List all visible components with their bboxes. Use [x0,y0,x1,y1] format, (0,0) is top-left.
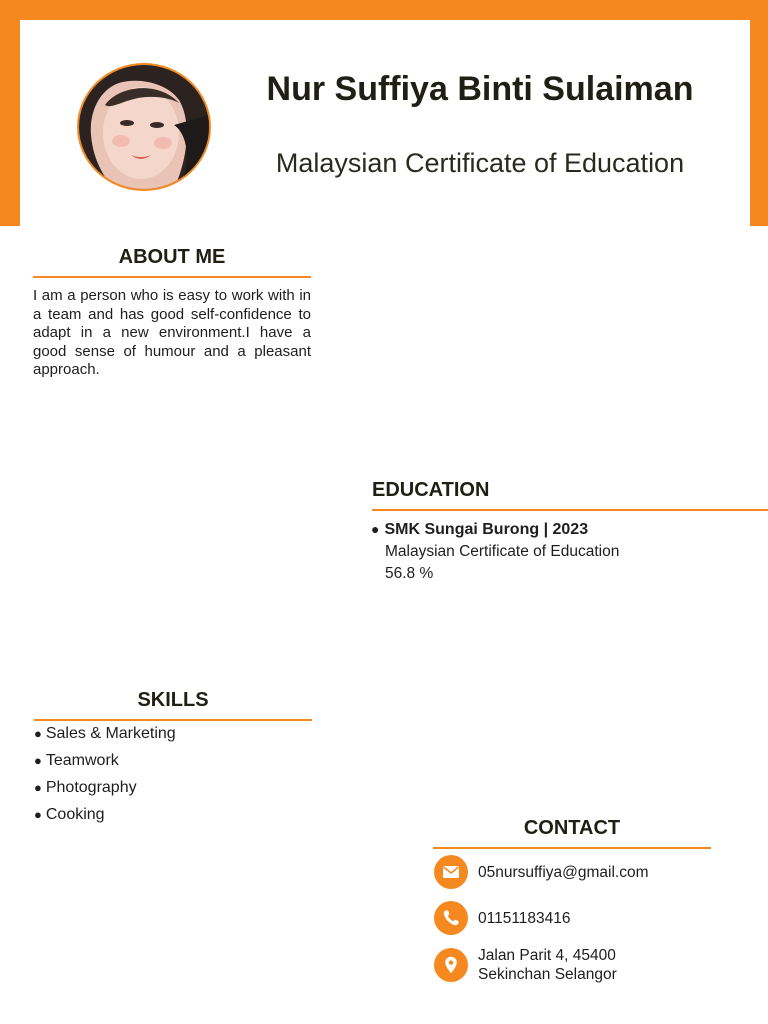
contact-divider [433,847,711,849]
profile-photo [77,63,211,191]
phone-icon [434,901,468,935]
profile-photo-illustration [79,65,209,189]
about-divider [33,276,311,278]
skill-item [34,752,119,770]
skill-item [34,806,105,824]
bullet: ● [371,521,380,537]
candidate-name: Nur Suffiya Binti Sulaiman [266,70,694,108]
education-section-title: EDUCATION [372,479,490,501]
skill-label: Sales & Marketing [45,725,176,742]
bullet: ● [34,753,42,768]
education-grade: 56.8 % [385,565,434,582]
bullet: ● [34,807,42,822]
education-school-label: SMK Sungai Burong | 2023 [384,521,589,538]
education-divider [372,509,768,511]
contact-email[interactable]: 05nursuffiya@gmail.com [478,864,649,881]
skill-item [34,779,137,797]
about-section-title: ABOUT ME [118,246,226,268]
location-pin-icon [434,948,468,982]
header-left-band [0,0,20,226]
header-right-band [750,0,768,226]
skills-divider [34,719,312,721]
contact-address-line1: Jalan Parit 4, 45400 [478,947,616,964]
candidate-subtitle: Malaysian Certificate of Education [275,148,685,178]
bullet: ● [34,780,42,795]
skill-item [34,725,176,743]
contact-phone[interactable]: 01151183416 [478,910,571,927]
education-certificate: Malaysian Certificate of Education [385,543,620,560]
contact-section-title: CONTACT [523,817,621,839]
skill-label: Teamwork [45,752,119,769]
mail-icon [434,855,468,889]
skills-section-title: SKILLS [137,689,209,711]
skill-label: Cooking [45,806,105,823]
contact-address-line2: Sekinchan Selangor [478,966,617,983]
contact-address [478,946,617,984]
skill-label: Photography [45,779,137,796]
header-top-band [0,0,768,20]
about-text: I am a person who is easy to work with in a team and has good self-confidence to adapt in a new environment.I have a good sense of humour and a pleasant approach. [33,287,311,378]
education-school [371,521,588,539]
bullet: ● [34,726,42,741]
